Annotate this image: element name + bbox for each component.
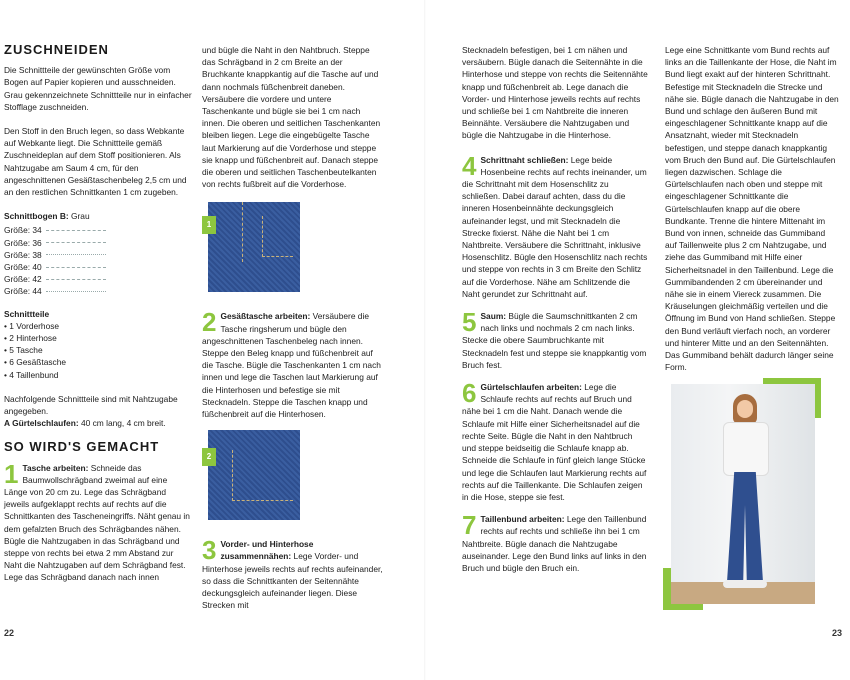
paragraph-bund: Lege eine Schnittkante vom Bund rechts auf links an die Taillenkante der Hose, die Naht im Bund liegt exakt auf der hinteren Schrittnaht. Befestige mit Stecknadeln die Strecke und nähe sie. Bügle danach die Nahtzugabe in den Bund und schlage den äußeren Bund mit eingeschlagener Schnittkante knapp auf die Ansatznaht, wieder mit Stecknadeln befestigen, und steppe danach knappkantig vom Bruch den Bund auf. Die Gürtelschlaufen liegen dazwischen. Schlage die Gürtelschlaufen nach oben und steppe mit eingeschlagener Schnittkante die Gürtelschlaufen knapp auf die obere Bundkante. Trenne die hintere Mittenaht im Bund von innen, schneide das Gummiband auf Taillenweite plus 2 cm Nahtzugabe, und ziehe das Gummiband mit Hilfe einer Sicherheitsnadel in den Taillenbund. Lege die Gummibandenden 2 cm übereinander und nähe sie in einem Viereck zusammen. Die Kräuselungen gleichmäßig verteilen und die Öffnung im Bund von Hand schließen. Steppe den Bund verläuft vierfach noch, an vorderer und hinterer Mitte und an den Seitennähten. Das Gummiband behält dadurch länger seine Form. — [665, 45, 839, 373]
figure-1 — [202, 202, 300, 292]
paragraph-intro: Die Schnittteile der gewünschten Größe vom Bogen auf Papier kopieren und ausschneiden. Grau gekennzeichnete Schnittteile nur in einfacher Stofflage zuschneiden. — [4, 65, 192, 112]
figure-2 — [202, 430, 300, 520]
step-2 — [202, 307, 384, 420]
paragraph-continued: Stecknadeln befestigen, bei 1 cm nähen und versäubern. Bügle danach die Seitennähte in die Hinterhose und steppe von rechts die Seitennähte knapp und füßchenbreit ab. Lege danach die Vorder- und Hinterhose jeweils rechts auf rechts und schließe bei 1 cm Nahtbreite die inneren Beinnähte. Versäubere die Nahtzugaben und bügle die Nahtzugabe in die Hinterhose. — [462, 45, 648, 141]
step-title: Vorder- und Hinterhose zusammennähen: — [220, 539, 314, 562]
heading-so-wirds-gemacht: SO WIRD'S GEMACHT — [4, 439, 160, 455]
size-line — [46, 279, 106, 280]
belt-value: 40 cm lang, 4 cm breit. — [80, 418, 166, 429]
size-row: Größe: 44 — [4, 285, 192, 297]
list-item: • 4 Taillenbund — [4, 369, 59, 380]
figure-tag: 1 — [202, 216, 216, 234]
parts-list — [4, 320, 192, 381]
step-text: Bügle die Saumschnittkanten 2 cm nach links und nochmals 2 cm nach links. Stecke die obere Saumbruchkante mit Stecknadeln fest und steppe sie knappkantig vom Bruch fest. — [462, 311, 647, 370]
size-line — [46, 267, 106, 268]
step-text: Lege den Taillenbund rechts auf rechts und schließe ihn bei 1 cm Nahtbreite. Bügle danach die Nahtzugabe auseinander. Lege den Bund links auf links in den Bruch und bügle den Bruch ein. — [462, 514, 647, 573]
step-4 — [462, 150, 648, 300]
list-item: • 1 Vorderhose — [4, 320, 60, 331]
stitch-line — [232, 450, 293, 501]
stitch-line — [262, 216, 293, 257]
schnittbogen-value: Grau — [71, 211, 90, 222]
column-4 — [665, 44, 839, 385]
step-1 — [4, 458, 192, 584]
photo-image — [671, 384, 815, 604]
figure-tag: 2 — [202, 448, 216, 466]
belt-label: A Gürtelschlaufen: — [4, 418, 79, 429]
schnittbogen-line — [4, 210, 192, 222]
schnittbogen-label: Schnittbogen B: — [4, 211, 69, 222]
step-title: Taillenbund arbeiten: — [480, 514, 565, 525]
person-figure — [723, 394, 767, 594]
step-3 — [202, 535, 384, 611]
column-3 — [462, 44, 648, 584]
step-text: Lege die Schlaufe rechts auf rechts auf Bruch und nähe bei 1 cm die Naht. Danach wende die Schlaufe mit Hilfe einer Sicherheitsnadel auf die rechte Seite. Bügle die Naht in den Nahtbruch und steppe beidseitig die Schlaufe knapp ab. Schneide die Schlaufe in fünf gleich lange Stücke und lege die Schlaufen laut Markierung rechts auf rechts auf die Taillenkante. Die Schlaufen zeigen in die Hose, steppe sie fest. — [462, 382, 647, 502]
size-line — [46, 254, 106, 255]
step-text: Schneide das Baumwollschrägband zweimal auf eine Länge von 20 cm zu. Lege das Schrägband jeweils aufgeklappt rechts auf rechts auf die Schnittkanten des Tascheneingriffs. Näht genau in dem gefalzten Bruch des Schrägbandes nähen. Bügle die Nahtzugaben in das Schrägband und steppe von rechts bei etwa 2 mm Abstand zur Naht die Nahtzugaben auf dem Schrägband fest. Lege das Schrägband danach nach innen — [4, 462, 190, 583]
size-row: Größe: 34 — [4, 224, 192, 236]
size-row: Größe: 38 — [4, 249, 192, 261]
page-number-right: 23 — [832, 628, 843, 638]
step-text: Lege beide Hosenbeine rechts auf rechts ineinander, um die Schrittnaht mit dem Hosenschlitz zu schließen. Dabei darauf achten, dass du die inneren Hosenbeinnähte deckungsgleich aufeinander legst, und mit Stecknadeln die Strecke fixierst. Nähe die Naht bei 1 cm Nahtbreite. Versäubere die Schrittnaht, inklusive Hosenschlitz. Bügle den Hosenschlitz nach rechts und steppe von rechts in 3 cm Breite den Schlitz auf die Vorderhose. Nähe am Schlitzende die Naht gerundet zur Schrittnaht auf. — [462, 154, 648, 299]
size-row: Größe: 40 — [4, 261, 192, 273]
step-title: Gürtelschlaufen arbeiten: — [480, 382, 582, 393]
step-number: 6 — [462, 378, 477, 409]
step-6 — [462, 378, 648, 503]
paragraph-nahtzugabe: Nachfolgende Schnittteile sind mit Nahtzugabe angegeben. — [4, 393, 178, 416]
paragraph-stoff: Den Stoff in den Bruch legen, so dass Webkante auf Webkante liegt. Die Schnittteile gemäß Zuschneideplan auf dem Stoff positionieren. Als Nahtzugabe am Saum 4 cm, für den angeschnittenen Gesäßtaschenbeleg 2,5 cm und an den restlichen Schnittkanten 1 cm zugeben. — [4, 126, 187, 198]
step-number: 5 — [462, 307, 477, 338]
step-number: 1 — [4, 458, 19, 489]
step-text: Lege Vorder- und Hinterhose jeweils rechts auf rechts aufeinander, so dass die Schnittkanten der Seitennähte deckungsgleich aufeinander liegen. Diese Strecken mit — [202, 551, 383, 611]
step-title: Tasche arbeiten: — [22, 462, 89, 473]
size-legend — [4, 224, 192, 297]
step-number: 2 — [202, 307, 217, 338]
step-number: 4 — [462, 150, 477, 181]
column-2 — [202, 44, 384, 621]
paragraph-continued: und bügle die Naht in den Nahtbruch. Steppe das Schrägband in 2 cm Breite an der Bruchkante knappkantig auf die Tasche auf und dann nochmals füßchenbreit daneben. Versäubere die vordere und untere Taschenkante und bügle sie bei 1 cm nach innen. Die oberen und seitlichen Taschenkanten bleiben liegen. Lege die eingebügelte Tasche laut Markierung auf die Vorderhose und steppe sie knapp und füßchenbreit auf. Danach steppe die oberen und seitlichen Taschenbeutelkanten von rechts fußbreit auf die Vorderhose. — [202, 45, 381, 190]
list-item: • 6 Gesäßtasche — [4, 357, 67, 368]
shoes — [723, 580, 767, 588]
parts-heading: Schnittteile — [4, 308, 50, 319]
face — [737, 400, 753, 418]
list-item: • 2 Hinterhose — [4, 332, 57, 343]
gutter — [424, 0, 426, 680]
column-1 — [4, 44, 192, 594]
size-row: Größe: 42 — [4, 273, 192, 285]
step-title: Schrittnaht schließen: — [480, 154, 569, 165]
list-item: • 5 Tasche — [4, 345, 43, 356]
size-line — [46, 230, 106, 231]
heading-zuschneiden: ZUSCHNEIDEN — [4, 42, 109, 57]
stitch-line — [242, 202, 245, 262]
step-5 — [462, 307, 648, 371]
step-number: 7 — [462, 510, 477, 541]
denim-pants — [727, 472, 763, 582]
shirt — [723, 422, 769, 476]
size-line — [46, 291, 106, 292]
page-number-left: 22 — [4, 628, 15, 638]
step-text: Versäubere die Tasche ringsherum und bügle den angeschnittenen Taschenbeleg nach innen. Steppe den Beleg knapp und füßchenbreit auf die Tasche. Bügle die Taschenkanten 1 cm nach innen und lege die Taschen laut Markierung auf die Hinterhosen und befestige sie mit Stecknadeln. Steppe die Taschen knapp und füßchenbreit auf die Hinterhosen. — [202, 311, 381, 420]
step-title: Gesäßtasche arbeiten: — [220, 311, 311, 322]
step-7 — [462, 510, 648, 574]
model-photo — [663, 378, 823, 610]
size-row: Größe: 36 — [4, 237, 192, 249]
step-title: Saum: — [480, 311, 507, 322]
belt-line — [4, 417, 192, 429]
size-line — [46, 242, 106, 243]
step-number: 3 — [202, 535, 217, 566]
